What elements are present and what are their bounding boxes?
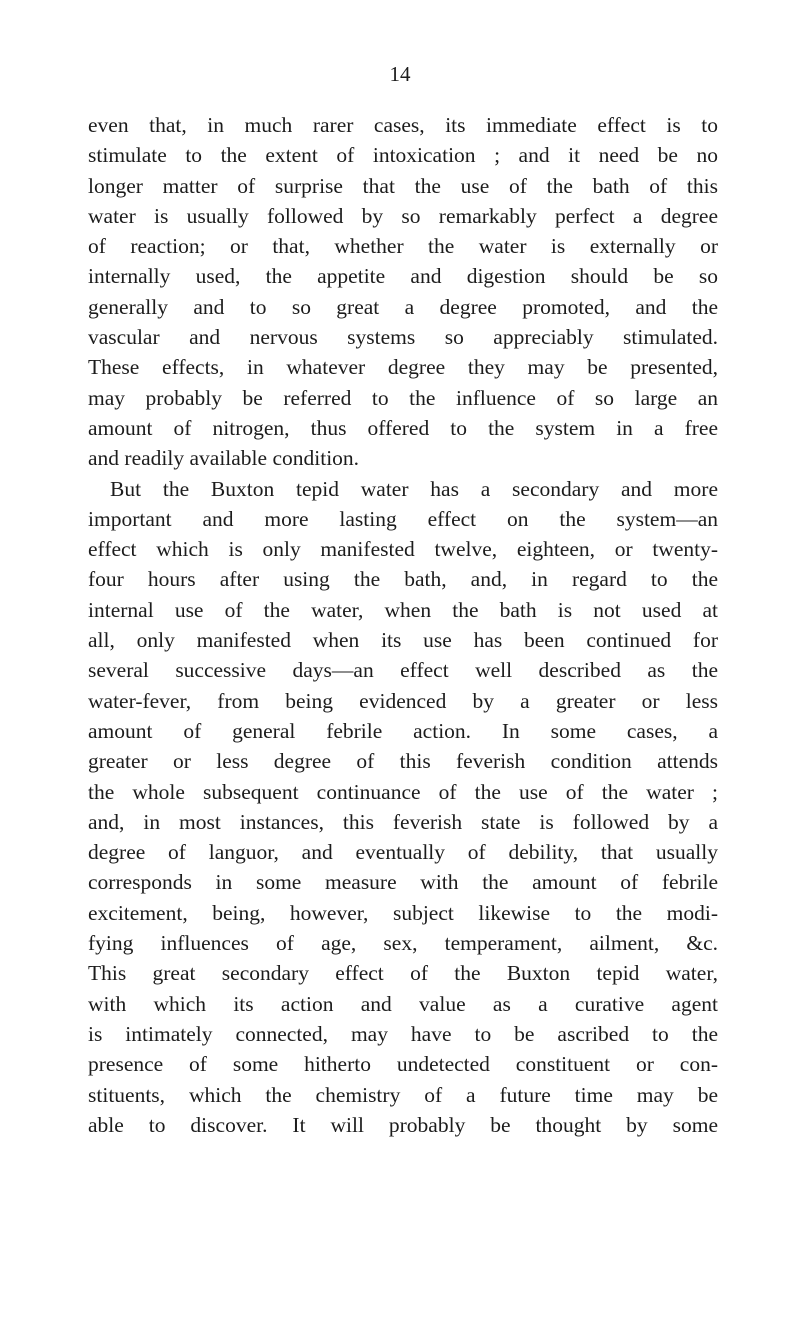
text-line: all, only manifested when its use has been continued for bbox=[88, 628, 718, 653]
paragraph-1 bbox=[88, 110, 718, 474]
text-line: This great secondary effect of the Buxton tepid water, bbox=[88, 961, 718, 986]
text-line: of reaction; or that, whether the water is externally or bbox=[88, 234, 718, 259]
text-line: But the Buxton tepid water has a secondary and more bbox=[110, 476, 718, 501]
text-line: stituents, which the chemistry of a future time may be bbox=[88, 1082, 718, 1107]
text-line: These effects, in whatever degree they may be presented, bbox=[88, 355, 718, 380]
text-line: amount of general febrile action. In some cases, a bbox=[88, 718, 718, 743]
text-line: four hours after using the bath, and, in regard to the bbox=[88, 567, 718, 592]
text-line: excitement, being, however, subject likewise to the modi- bbox=[88, 900, 718, 925]
text-line: greater or less degree of this feverish condition attends bbox=[88, 749, 718, 774]
text-line: several successive days—an effect well described as the bbox=[88, 658, 718, 683]
text-line: internally used, the appetite and digestion should be so bbox=[88, 264, 718, 289]
text-line: generally and to so great a degree promoted, and the bbox=[88, 294, 718, 319]
text-line: may probably be referred to the influence of so large an bbox=[88, 385, 718, 410]
text-line: able to discover. It will probably be thought by some bbox=[88, 1112, 718, 1137]
text-line: and readily available condition. bbox=[88, 446, 360, 471]
text-line: is intimately connected, may have to be ascribed to the bbox=[88, 1021, 718, 1046]
text-line: longer matter of surprise that the use of the bath of this bbox=[88, 173, 718, 198]
text-line: degree of languor, and eventually of debility, that usually bbox=[88, 840, 718, 865]
text-line: the whole subsequent continuance of the use of the water ; bbox=[88, 779, 718, 804]
text-line: internal use of the water, when the bath is not used at bbox=[88, 597, 718, 622]
text-line: and, in most instances, this feverish state is followed by a bbox=[88, 809, 718, 834]
text-line: effect which is only manifested twelve, eighteen, or twenty- bbox=[88, 537, 718, 562]
text-line: fying influences of age, sex, temperament, ailment, &c. bbox=[88, 931, 718, 956]
text-line: even that, in much rarer cases, its immediate effect is to bbox=[88, 113, 718, 137]
text-line: presence of some hitherto undetected constituent or con- bbox=[88, 1052, 718, 1077]
text-line: vascular and nervous systems so appreciably stimulated. bbox=[88, 325, 718, 350]
text-line: important and more lasting effect on the system—an bbox=[88, 506, 718, 531]
text-line: with which its action and value as a curative agent bbox=[88, 991, 718, 1016]
text-line: water-fever, from being evidenced by a greater or less bbox=[88, 688, 718, 713]
text-line: corresponds in some measure with the amount of febrile bbox=[88, 870, 718, 895]
page-number: 14 bbox=[389, 62, 411, 86]
text-body bbox=[88, 110, 718, 1140]
paragraph-2 bbox=[88, 474, 718, 1141]
text-line: amount of nitrogen, thus offered to the system in a free bbox=[88, 415, 718, 440]
text-line: water is usually followed by so remarkably perfect a degree bbox=[88, 203, 718, 228]
text-line: stimulate to the extent of intoxication ; and it need be no bbox=[88, 143, 718, 168]
